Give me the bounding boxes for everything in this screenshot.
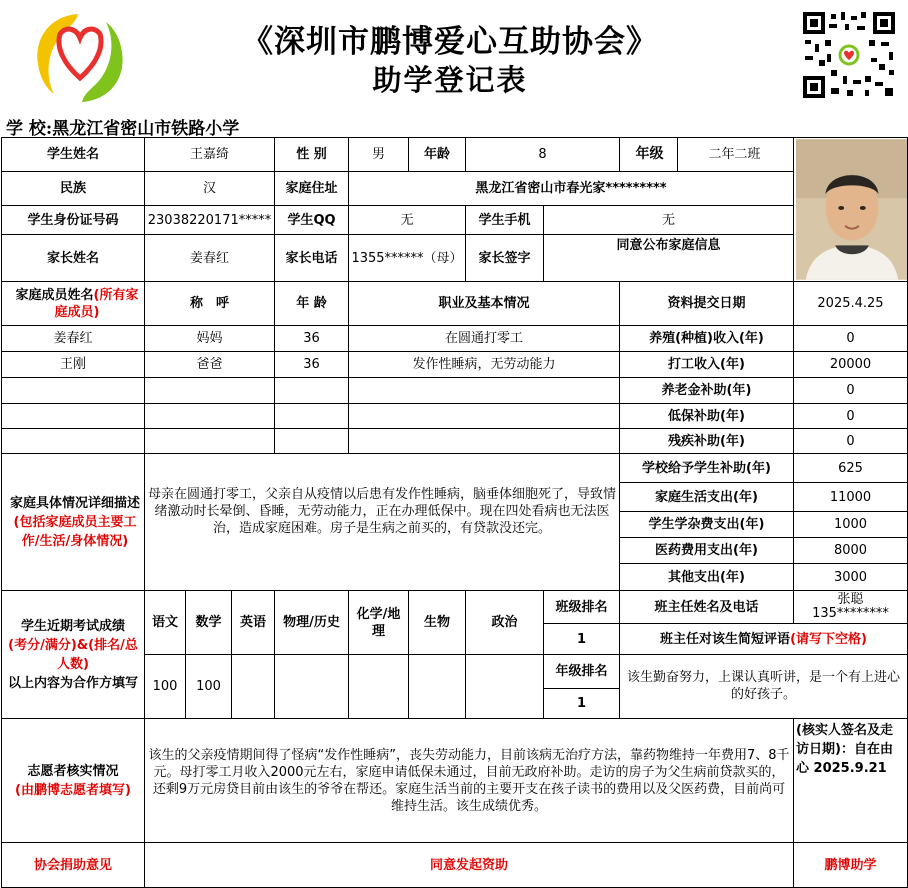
income-value[interactable]: 0 [794, 429, 908, 454]
title-line1: 《深圳市鹏博爱心互助协会》 [242, 24, 658, 60]
registration-form [1, 137, 908, 888]
income-label: 打工收入(年) [620, 352, 794, 378]
volunteer-label-note: (由鹏博志愿者填写) [15, 782, 131, 798]
expense-value[interactable]: 3000 [794, 564, 908, 591]
teacher-phone: 135******** [812, 606, 889, 621]
expense-label: 家庭生活支出(年) [620, 483, 794, 512]
phone-label: 学生手机 [466, 205, 544, 235]
teacher-label: 班主任姓名及电话 [620, 591, 794, 624]
member-age[interactable]: 36 [275, 326, 349, 352]
teacher-name: 张聪 [837, 592, 864, 607]
class-rank-value[interactable]: 1 [544, 624, 620, 655]
score-value[interactable]: 100 [186, 655, 232, 719]
school-label: 学 校: [6, 119, 53, 139]
expense-label: 学校给予学生补助(年) [620, 454, 794, 483]
income-label: 残疾补助(年) [620, 429, 794, 454]
teacher-contact[interactable] [794, 591, 908, 624]
score-value[interactable] [466, 655, 544, 719]
qq-value[interactable]: 无 [349, 205, 466, 235]
grade-rank-value[interactable]: 1 [544, 689, 620, 719]
job-header: 职业及基本情况 [349, 282, 620, 326]
situation-text[interactable]: 母亲在圆通打零工，父亲自从疫情以后患有发作性睡病，脑垂体细胞死了，导致情绪激动时长晕倒、昏睡，无劳动能力，正在办理低保中。现在四处看病也无法医治，造成家庭困难。房子是生病之前买的，有贷款没还完。 [145, 454, 620, 591]
ethnicity-value[interactable]: 汉 [145, 172, 275, 205]
subject-header: 化学/地理 [349, 591, 409, 655]
student-name[interactable]: 王嘉绮 [145, 138, 275, 172]
income-value[interactable]: 20000 [794, 352, 908, 378]
id-label: 学生身份证号码 [2, 205, 145, 235]
volunteer-label-main: 志愿者核实情况 [27, 763, 119, 779]
member-relation[interactable]: 妈妈 [145, 326, 275, 352]
school-name: 黑龙江省密山市铁路小学 [52, 119, 240, 139]
association-logo [30, 8, 130, 108]
expense-value[interactable]: 8000 [794, 538, 908, 564]
grade-value[interactable]: 二年二班 [677, 138, 791, 171]
student-photo-image [796, 138, 908, 281]
expense-label: 学生学杂费支出(年) [620, 512, 794, 538]
subject-header: 语文 [145, 591, 186, 655]
member-name[interactable] [2, 429, 145, 454]
volunteer-label [2, 719, 145, 843]
member-job[interactable]: 在圆通打零工 [349, 326, 620, 352]
member-name[interactable]: 姜春红 [2, 326, 145, 352]
grade-rank-label: 年级排名 [544, 655, 620, 689]
income-value[interactable]: 0 [794, 404, 908, 429]
id-value[interactable]: 23038220171***** [145, 205, 275, 235]
relation-header: 称 呼 [145, 282, 275, 326]
ethnicity-label: 民族 [2, 172, 145, 205]
qq-label: 学生QQ [275, 205, 349, 235]
family-member-header [2, 282, 145, 326]
expense-label: 其他支出(年) [620, 564, 794, 591]
situation-label-note: (包括家庭成员主要工作/生活/身体情况) [13, 514, 137, 549]
address-label: 家庭住址 [275, 172, 349, 205]
income-label: 养殖(种植)收入(年) [620, 326, 794, 352]
situation-label-main: 家庭具体情况详细描述 [9, 495, 140, 511]
submit-date-label: 资料提交日期 [620, 282, 794, 326]
score-value[interactable] [232, 655, 275, 719]
member-age[interactable] [275, 404, 349, 429]
member-name[interactable] [2, 404, 145, 429]
scores-label [2, 591, 145, 719]
submit-date-value[interactable]: 2025.4.25 [794, 282, 908, 326]
subject-header: 生物 [409, 591, 466, 655]
gender-label: 性 别 [275, 138, 349, 172]
opinion-value[interactable]: 同意发起资助 [145, 843, 794, 888]
member-relation[interactable] [145, 378, 275, 404]
member-age-header: 年 龄 [275, 282, 349, 326]
family-member-header-note: (所有家庭成员) [54, 287, 139, 320]
income-value[interactable]: 0 [794, 378, 908, 404]
member-name[interactable] [2, 378, 145, 404]
member-name[interactable]: 王刚 [2, 352, 145, 378]
volunteer-sign[interactable]: (核实人签名及走访日期)：自在由心 2025.9.21 [794, 719, 908, 843]
parent-name[interactable]: 姜春红 [145, 235, 275, 282]
scores-label-main: 学生近期考试成绩 [20, 618, 125, 634]
family-member-header-main: 家庭成员姓名 [15, 287, 94, 303]
income-label: 养老金补助(年) [620, 378, 794, 404]
member-relation[interactable]: 爸爸 [145, 352, 275, 378]
parent-name-label: 家长姓名 [2, 235, 145, 282]
teacher-comment-label-main: 班主任对该生简短评语 [660, 631, 791, 647]
subject-header: 英语 [232, 591, 275, 655]
member-age[interactable]: 36 [275, 352, 349, 378]
member-job[interactable] [349, 378, 620, 404]
publish-info-label: 同意公布家庭信息 [544, 235, 794, 282]
title-line2: 助学登记表 [372, 63, 528, 97]
brand-label: 鹏博助学 [794, 843, 908, 888]
phone-value[interactable]: 无 [544, 205, 794, 235]
member-relation[interactable] [145, 404, 275, 429]
expense-label: 医药费用支出(年) [620, 538, 794, 564]
income-label: 低保补助(年) [620, 404, 794, 429]
qr-code-icon [801, 10, 897, 100]
income-value[interactable]: 0 [794, 326, 908, 352]
teacher-comment[interactable]: 该生勤奋努力，上课认真听讲，是一个有上进心的好孩子。 [620, 655, 908, 719]
member-age[interactable] [275, 429, 349, 454]
scores-label-footer: 以上内容为合作方填写 [8, 675, 139, 691]
score-value[interactable]: 100 [145, 655, 186, 719]
subject-header: 数学 [186, 591, 232, 655]
subject-header: 物理/历史 [275, 591, 349, 655]
expense-value[interactable]: 1000 [794, 512, 908, 538]
member-job[interactable] [349, 404, 620, 429]
gender-value[interactable]: 男 [349, 138, 409, 172]
subject-header: 政治 [466, 591, 544, 655]
student-name-label: 学生姓名 [2, 138, 145, 172]
score-value[interactable] [409, 655, 466, 719]
score-value[interactable] [349, 655, 409, 719]
age-value[interactable]: 8 [466, 138, 620, 172]
school-line [6, 114, 239, 139]
member-age[interactable] [275, 378, 349, 404]
parent-phone-label: 家长电话 [275, 235, 349, 282]
situation-label [2, 454, 145, 591]
expense-value[interactable]: 11000 [794, 483, 908, 512]
expense-value[interactable]: 625 [794, 454, 908, 483]
score-value[interactable] [275, 655, 349, 719]
address-value[interactable]: 黑龙江省密山市春光家********* [349, 172, 794, 205]
grade-label: 年级 [635, 146, 664, 163]
header [0, 0, 908, 112]
member-relation[interactable] [145, 429, 275, 454]
teacher-comment-label [620, 624, 908, 655]
volunteer-text[interactable]: 该生的父亲疫情期间得了怪病“发作性睡病”，丧失劳动能力，目前该病无治疗方法，靠药物维持一年费用7、8千元。母打零工月收入2000元左右，家庭申请低保未通过，目前无政府补助。走访的房子为父生病前贷款买的，还剩9万元房贷目前由该生的爷爷在帮还。家庭生活当前的主要开支在孩子读书的费用以及父医药费，目前尚可维持生活。该生成绩优秀。 [145, 719, 794, 843]
teacher-comment-hint: (请写下空格) [790, 631, 867, 647]
class-rank-label: 班级排名 [544, 591, 620, 624]
opinion-label: 协会捐助意见 [2, 843, 145, 888]
parent-sign-label: 家长签字 [466, 235, 544, 282]
member-job[interactable] [349, 429, 620, 454]
age-label: 年龄 [409, 138, 466, 172]
member-job[interactable]: 发作性睡病，无劳动能力 [349, 352, 620, 378]
parent-phone[interactable]: 1355******（母） [349, 235, 466, 282]
grade-cell [620, 138, 794, 172]
student-photo [794, 138, 908, 282]
scores-label-note: (考分/满分)&(排名/总人数) [8, 637, 138, 672]
